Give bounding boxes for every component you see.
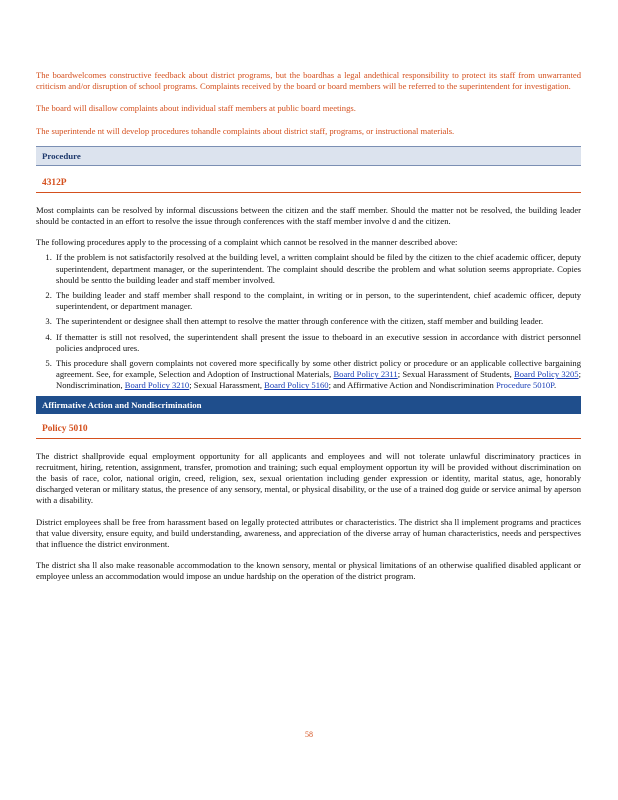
procedure-paragraph-2: The following procedures apply to the processing of a complaint which cannot be resolved in the manner described above:	[36, 237, 458, 248]
procedure-code-heading: 4312P	[36, 172, 581, 193]
item5-text-4: ; Sexual Harassment,	[189, 380, 265, 391]
intro-paragraph-2: The board will disallow complaints about individual staff members at public board meetings.	[36, 103, 356, 114]
affirmative-action-section-bar	[36, 396, 581, 414]
board-policy-5160-link[interactable]: Board Policy 5160	[264, 380, 329, 391]
item5-text-3: ; Nondiscrimination,	[56, 369, 581, 391]
page-number: 58	[305, 730, 313, 739]
procedure-section-bar	[36, 146, 581, 166]
list-item: 1. If the problem is not satisfactorily resolved at the building level, a written complaint should be filed by the citizen to the chief academic officer, deputy superintendent, department manager, or the superintendent. The complaint should describe the problem and what solution seems appropriate. Copies should be sentto the building leader and staff member involved.	[54, 252, 581, 286]
list-item: 4. If thematter is still not resolved, the superintendent shall present the issue to theboard in an executive session in accordance with district personnel policies andproced ures.	[54, 332, 581, 354]
board-policy-3205-link[interactable]: Board Policy 3205	[514, 369, 579, 380]
item5-text-5: ; and Affirmative Action and Nondiscrimination	[328, 380, 496, 391]
procedure-section-title: Procedure	[42, 150, 81, 161]
list-item: 3. The superintendent or designee shall then attempt to resolve the matter through conference with the citizen, staff member and building leader.	[54, 316, 581, 327]
list-item	[54, 358, 581, 392]
intro-paragraph-1: The boardwelcomes constructive feedback about district programs, but the boardhas a legal andethical responsibility to protect its staff from unwarranted criticism and/or disruption of school programs. Complaints received by the board or board members will be referred to the superintendent for investigation.	[36, 70, 581, 92]
document-page	[36, 70, 581, 583]
policy-paragraph-3: The district sha ll also make reasonable accommodation to the known sensory, mental or physical limitations of an otherwise qualified disabled applicant or employee unless an accommodation would impose an undue hardship on the operation of the district program.	[36, 560, 581, 582]
procedure-steps-list	[36, 252, 581, 391]
intro-paragraph-3: The superintende nt will develop procedures tohandle complaints about district staff, programs, or instructional materials.	[36, 125, 455, 136]
procedure-5010p-link[interactable]: Procedure 5010P	[496, 380, 554, 391]
item5-text-2: ; Sexual Harassment of Students,	[397, 369, 515, 380]
board-policy-2311-link[interactable]: Board Policy 2311	[333, 369, 398, 380]
list-item: 2. The building leader and staff member shall respond to the complaint, in writing or in person, to the superintendent, chief academic officer, deputy superintendent, or department manager.	[54, 290, 581, 312]
board-policy-3210-link[interactable]: Board Policy 3210	[124, 380, 190, 391]
policy-paragraph-2: District employees shall be free from harassment based on legally protected attributes or characteristics. The district sha ll implement programs and practices that value diversity, ensure equity, and build understanding, awareness, and appreciation of the diverse array of human characteristics, needs and perspectives that influence the district environment.	[36, 516, 581, 550]
policy-paragraph-1: The district shallprovide equal employment opportunity for all applicants and employees and will not tolerate unlawful discriminatory practices in recruitment, hiring, retention, assignment, transfer, promotion and training; such equal employment opportun ity will be provided without discrimination on the basis of race, color, national origin, creed, religion, sex, sexual orientation including gender expression or identity, marital status, age, honorably discharged veteran or military status, the presence of any sensory, mental, or physical disability, or the use of a trained dog guide or service animal by aperson with a disability.	[36, 450, 581, 506]
procedure-paragraph-1: Most complaints can be resolved by informal discussions between the citizen and the staff member. Should the matter not be resolved, the building leader should be contacted in an effort to resolve the issue through conferences with the staff member involve d and the citizen.	[36, 204, 581, 227]
item5-text-1: This procedure shall govern complaints not covered more specifically by some other district policy or procedure or an applicable collective bargaining agreement. See, for example, Selection and Adoption of Instructional Materials,	[56, 358, 581, 380]
policy-code-heading: Policy 5010	[36, 418, 581, 439]
item5-text-6: .	[554, 380, 557, 391]
affirmative-action-section-title: Affirmative Action and Nondiscrimination	[42, 399, 202, 410]
